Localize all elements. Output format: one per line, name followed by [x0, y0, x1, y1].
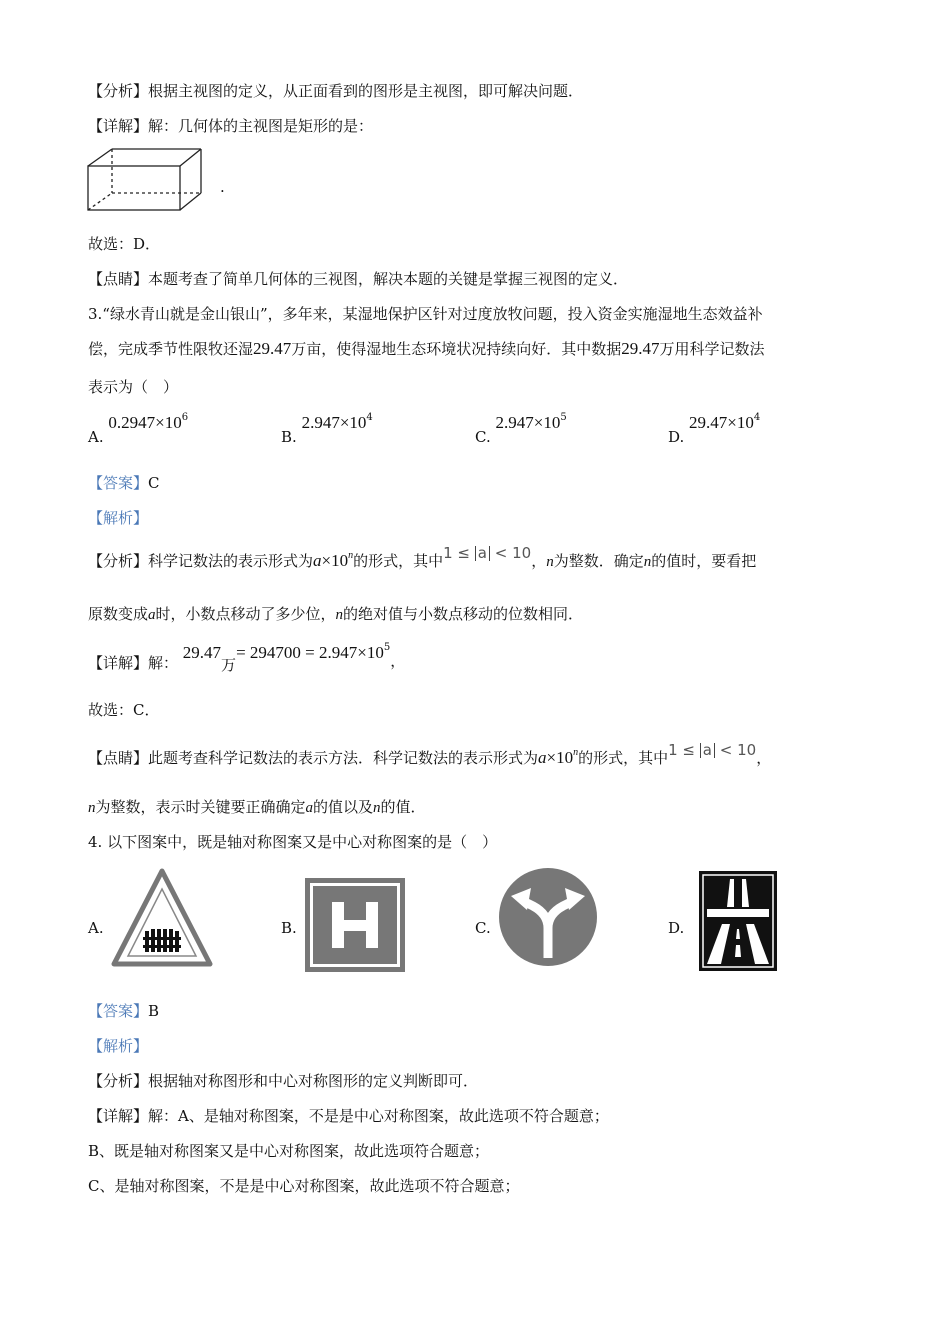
range-var: a: [700, 743, 715, 758]
q4-option-letter-d: D.: [668, 919, 685, 937]
q3-number: 29.47: [253, 339, 292, 358]
q3-option-b: [281, 412, 373, 446]
analysis-text: 的绝对值与小数点移动的位数相同．: [343, 605, 584, 623]
range-right: < 10: [494, 544, 532, 562]
detail-line: 【详解】解：几何体的主视图是矩形的是：: [88, 117, 374, 135]
var-n: n: [643, 554, 652, 570]
option-exponent: 6: [181, 412, 189, 423]
option-value: 2.947×10: [301, 413, 367, 432]
option-value: 29.47×10: [689, 413, 754, 432]
analysis-text: 时，小数点移动了多少位，: [155, 605, 336, 623]
formula-var: a: [538, 748, 547, 767]
formula-exponent: n: [348, 550, 354, 561]
var-n: n: [335, 607, 344, 623]
analysis-text: 【分析】科学记数法的表示形式为: [88, 552, 314, 570]
figure-period: .: [220, 178, 225, 196]
answer-tag: 【答案】: [88, 474, 149, 492]
detail-number: 29.47: [182, 643, 222, 662]
comment-text: 的值．: [380, 798, 426, 816]
q4-jiexi: 【解析】: [88, 1037, 149, 1055]
answer-value: B: [148, 1002, 160, 1020]
q3-option-c: [475, 412, 567, 446]
q3-comment-line1: [88, 741, 772, 767]
q4-detail: 【详解】解：A、是轴对称图案，不是是中心对称图案，故此选项不符合题意；: [88, 1107, 609, 1125]
detail-label: 【详解】解：: [88, 654, 179, 672]
q3-answer: [88, 476, 160, 491]
analysis-text: 为整数．确定: [553, 552, 644, 570]
motorway-sign-icon: [697, 869, 779, 973]
q3-option-a: [88, 412, 189, 446]
analysis-text: ，: [531, 552, 547, 570]
hospital-sign-icon: [304, 877, 406, 973]
range-right: < 10: [719, 741, 757, 759]
q3-stem-line3: 表示为（ ）: [88, 378, 179, 396]
q3-stem-line1: 3.“绿水青山就是金山银山”，多年来，某湿地保护区针对过度放牧问题，投入资金实施湿地生态效益补: [88, 305, 763, 323]
option-value: 2.947×10: [495, 413, 561, 432]
var-a: a: [148, 607, 156, 623]
q4-answer: [88, 1004, 159, 1019]
answer-value: C: [148, 474, 160, 492]
analysis-text: 的值时，要看把: [651, 552, 757, 570]
q3-analysis-line1: [88, 544, 757, 570]
comment-line: 【点睛】本题考查了简单几何体的三视图，解决本题的关键是掌握三视图的定义．: [88, 270, 629, 288]
option-exponent: 4: [753, 412, 761, 423]
range-left: 1 ≤: [443, 544, 471, 562]
var-n: n: [373, 800, 381, 816]
detail-end: ，: [390, 652, 406, 670]
q4-option-letter-b: B.: [281, 919, 297, 937]
q3-choice: 故选：C．: [88, 701, 160, 719]
option-letter: D.: [668, 428, 685, 446]
q4-line-c: C、是轴对称图案，不是是中心对称图案，故此选项不符合题意；: [88, 1177, 520, 1195]
formula-var: a: [313, 551, 322, 570]
cuboid-figure: [86, 146, 204, 214]
q3-jiexi: 【解析】: [88, 509, 149, 527]
comment-text: 的值以及: [313, 798, 374, 816]
var-n: n: [546, 554, 554, 570]
q3-comment-line2: [88, 800, 426, 816]
comment-text: ，: [756, 749, 772, 767]
option-letter: C.: [475, 428, 491, 446]
q4-stem: 4. 以下图案中，既是轴对称图案又是中心对称图案的是（ ）: [88, 833, 498, 851]
q3-option-d: [668, 412, 761, 446]
q3-analysis-line2: [88, 607, 583, 623]
formula-base: ×10: [321, 551, 349, 570]
answer-tag: 【答案】: [88, 1002, 149, 1020]
q4-option-letter-c: C.: [475, 919, 491, 937]
railway-crossing-sign-icon: [110, 867, 214, 969]
formula-exponent: n: [573, 747, 579, 758]
q3-number: 29.47: [621, 339, 660, 358]
q4-line-b: B、既是轴对称图案又是中心对称图案，故此选项符合题意；: [88, 1142, 490, 1160]
turn-left-right-sign-icon: [497, 866, 599, 968]
formula-base: ×10: [546, 748, 574, 767]
option-letter: A.: [88, 428, 104, 446]
detail-equation: = 294700 = 2.947×10: [236, 643, 384, 662]
q4-analysis: 【分析】根据轴对称图形和中心对称图形的定义判断即可．: [88, 1072, 479, 1090]
comment-text: 【点睛】此题考查科学记数法的表示方法．科学记数法的表示形式为: [88, 749, 539, 767]
q3-stem-text: 万用科学记数法: [659, 340, 765, 358]
option-value: 0.2947×10: [108, 413, 182, 432]
analysis-text: 原数变成: [88, 605, 149, 623]
detail-exponent: 5: [383, 642, 391, 653]
option-letter: B.: [281, 428, 297, 446]
range-left: 1 ≤: [668, 741, 696, 759]
analysis-text: 的形式，其中: [353, 552, 444, 570]
option-exponent: 5: [560, 412, 567, 423]
option-exponent: 4: [366, 412, 373, 423]
analysis-line: 【分析】根据主视图的定义，从正面看到的图形是主视图，即可解决问题．: [88, 82, 584, 100]
q3-stem-line2: [88, 340, 765, 357]
q3-stem-text: 偿，完成季节性限牧还湿: [88, 340, 254, 358]
comment-text: 为整数，表示时关键要正确确定: [95, 798, 306, 816]
var-n: n: [88, 800, 96, 816]
q4-option-letter-a: A.: [88, 919, 104, 937]
comment-text: 的形式，其中: [578, 749, 669, 767]
range-var: a: [475, 546, 490, 561]
q3-stem-text: 万亩，使得湿地生态环境状况持续向好．其中数据: [291, 340, 622, 358]
var-a: a: [305, 800, 314, 816]
detail-wan: 万: [221, 656, 237, 674]
q3-detail: [88, 642, 406, 674]
choice-line: 故选：D．: [88, 235, 161, 253]
